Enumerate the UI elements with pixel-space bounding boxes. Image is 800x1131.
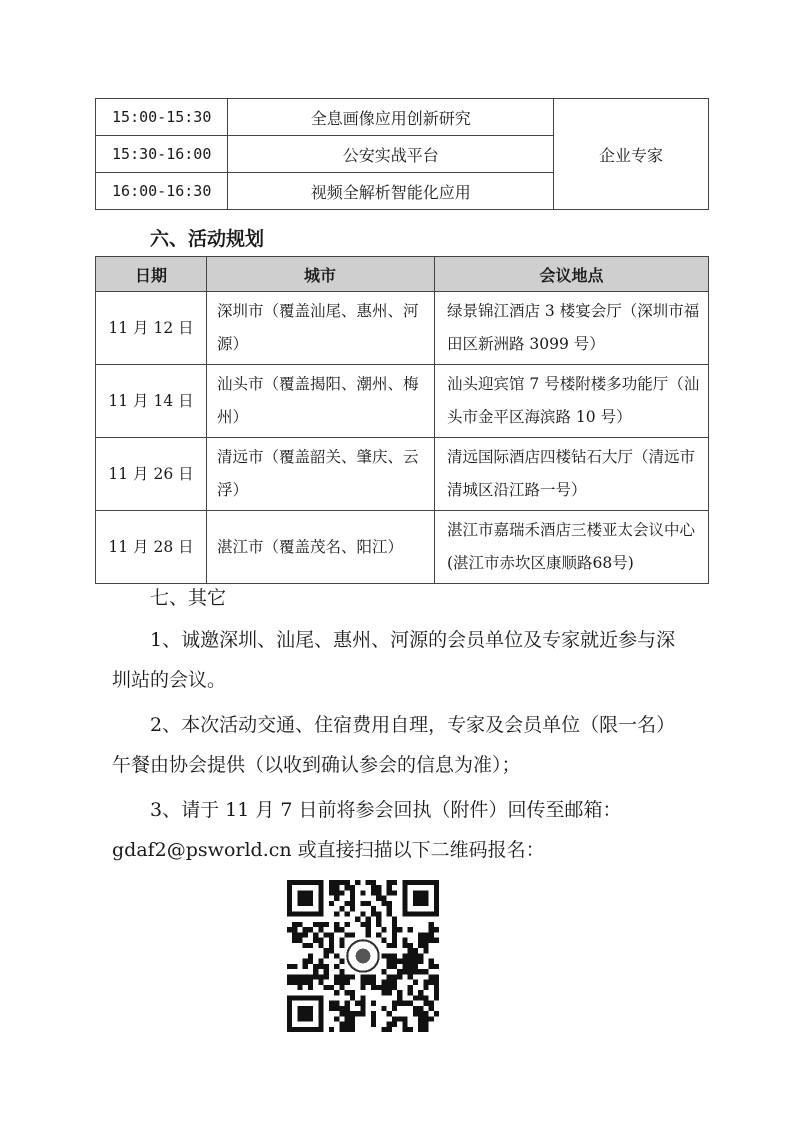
date-cell: 11 月 28 日 bbox=[96, 511, 207, 584]
topic-cell: 视频全解析智能化应用 bbox=[228, 173, 554, 210]
paragraph-item-2: 2、本次活动交通、住宿费用自理，专家及会员单位（限一名）午餐由协会提供（以收到确认参会的信息为准）； bbox=[112, 714, 676, 776]
table-row bbox=[96, 292, 709, 365]
place-cell: 清远国际酒店四楼钻石大厅（清远市清城区沿江路一号） bbox=[435, 438, 709, 511]
place-cell: 汕头迎宾馆 7 号楼附楼多功能厅（汕头市金平区海滨路 10 号） bbox=[435, 365, 709, 438]
topic-cell: 全息画像应用创新研究 bbox=[228, 99, 554, 136]
schedule-table bbox=[95, 98, 709, 210]
date-cell: 11 月 26 日 bbox=[96, 438, 207, 511]
paragraph-item-3: 3、请于 11 月 7 日前将参会回执（附件）回传至邮箱：gdaf2@psworld.cn 或直接扫描以下二维码报名： bbox=[112, 799, 622, 861]
topic-cell: 公安实战平台 bbox=[228, 136, 554, 173]
header-city: 城市 bbox=[207, 257, 435, 292]
place-cell: 绿景锦江酒店 3 楼宴会厅（深圳市福田区新洲路 3099 号） bbox=[435, 292, 709, 365]
table-row bbox=[96, 365, 709, 438]
qr-code-icon[interactable] bbox=[287, 880, 439, 1032]
plan-table bbox=[95, 256, 709, 584]
city-cell: 湛江市（覆盖茂名、阳江） bbox=[207, 511, 435, 584]
city-cell: 汕头市（覆盖揭阳、潮州、梅州） bbox=[207, 365, 435, 438]
table-header-row bbox=[96, 257, 709, 292]
section-heading-other: 七、其它 bbox=[150, 587, 227, 609]
speaker-cell: 企业专家 bbox=[554, 99, 709, 210]
time-cell: 15:00-15:30 bbox=[96, 99, 228, 136]
paragraph-item-1: 1、诚邀深圳、汕尾、惠州、河源的会员单位及专家就近参与深圳站的会议。 bbox=[112, 629, 676, 691]
city-cell: 深圳市（覆盖汕尾、惠州、河源） bbox=[207, 292, 435, 365]
section-heading-plan: 六、活动规划 bbox=[150, 228, 265, 250]
date-cell: 11 月 14 日 bbox=[96, 365, 207, 438]
header-date: 日期 bbox=[96, 257, 207, 292]
header-place: 会议地点 bbox=[435, 257, 709, 292]
date-cell: 11 月 12 日 bbox=[96, 292, 207, 365]
city-cell: 清远市（覆盖韶关、肇庆、云浮） bbox=[207, 438, 435, 511]
table-row bbox=[96, 511, 709, 584]
table-row bbox=[96, 438, 709, 511]
time-cell: 15:30-16:00 bbox=[96, 136, 228, 173]
emblem-icon bbox=[347, 940, 378, 971]
table-row bbox=[96, 99, 709, 136]
time-cell: 16:00-16:30 bbox=[96, 173, 228, 210]
place-cell: 湛江市嘉瑞禾酒店三楼亚太会议中心(湛江市赤坎区康顺路68号) bbox=[435, 511, 709, 584]
